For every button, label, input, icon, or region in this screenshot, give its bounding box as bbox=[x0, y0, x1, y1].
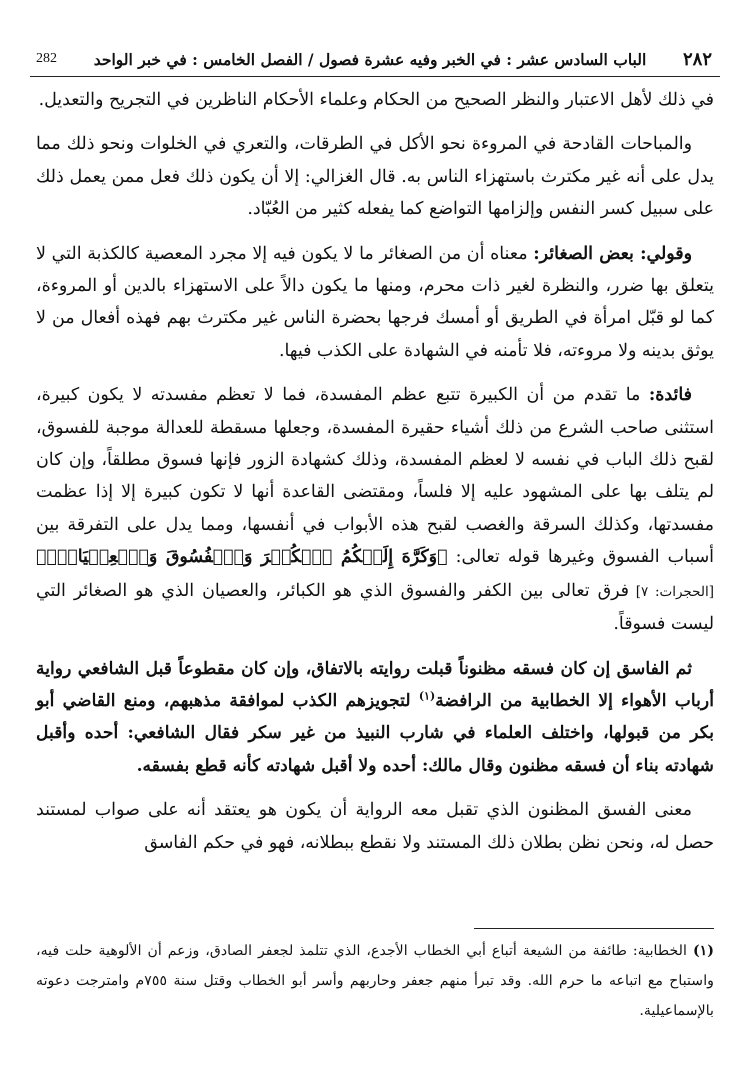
paragraph-3 bbox=[36, 238, 714, 368]
footnote-number: (١) bbox=[692, 943, 714, 959]
page-number-arabic: ٢٨٢ bbox=[682, 48, 712, 70]
paragraph-5-matn bbox=[36, 653, 714, 783]
quran-verse: ﴿وَكَرَّهَ إِلَيۡكُمُ ٱلۡكُفۡرَ وَٱلۡفُسُوقَ وَٱلۡعِصۡيَانَۚ﴾ bbox=[36, 547, 448, 568]
paragraph-lead: فائدة: bbox=[648, 385, 692, 406]
paragraph-text: فرق تعالى بين الكفر والفسوق الذي هو الكبائر، والعصيان الذي هو الصغائر التي ليست فسوقاً. bbox=[36, 580, 714, 635]
paragraph-text: والمباحات القادحة في المروءة نحو الأكل في الطرقات، والتعري في الخلوات ونحو ذلك مما يدل على أنه غير مكترث باستهزاء الناس به. قال الغزالي: إلا أن يكون ذلك فعل ممن يعمل ذلك على سبيل كسر النفس وإلزامها التواضع كما يفعله كثير من العُبّاد. bbox=[36, 134, 714, 220]
footnote-marker[interactable]: (١) bbox=[418, 689, 436, 703]
page-number-latin: 282 bbox=[36, 51, 57, 66]
footnote-divider bbox=[474, 928, 714, 929]
paragraph-4 bbox=[36, 379, 714, 640]
paragraph-text: لتجويزهم الكذب لموافقة مذهبهم، ومنع القاضي أبو بكر من قبولها، واختلف العلماء في شارب النبيذ من غير سكر فقال الشافعي: أحده وأقبل شهادته بناء أن فسقه مظنون وقال مالك: أحده ولا أقبل شهادته كأنه قطع بفسقه. bbox=[36, 690, 714, 776]
paragraph-6 bbox=[36, 794, 714, 859]
running-title: الباب السادس عشر : في الخبر وفيه عشرة فصول / الفصل الخامس : في خبر الواحد bbox=[93, 49, 647, 69]
paragraph-2 bbox=[36, 128, 714, 225]
paragraph-text: ثم الفاسق إن كان فسقه مظنوناً قبلت روايته بالاتفاق، وإن كان مقطوعاً قبل الشافعي رواية أرباب الأهواء إلا الخطابية من الرافضة bbox=[36, 658, 714, 711]
paragraph-lead: وقولي: بعض الصغائر: bbox=[533, 243, 692, 264]
footnote-text: الخطابية: طائفة من الشيعة أتباع أبي الخطاب الأجدع، الذي تتلمذ لجعفر الصادق، وزعم أن الألوهية حلت فيه، واستباح مع اتباعه ما حرم الله. وقد تبرأ منهم جعفر وحاربهم وأسر أبو الخطاب وقتل سنة ٧٥٥م وامترجت دعوته بالإسماعيلية. bbox=[36, 943, 714, 1019]
main-text bbox=[36, 84, 714, 871]
paragraph-text: في ذلك لأهل الاعتبار والنظر الصحيح من الحكام وعلماء الأحكام الناظرين في التجريح والتعديل. bbox=[38, 90, 714, 110]
paragraph-text: معنى الفسق المظنون الذي تقبل معه الرواية أن يكون هو يعتقد أنه على صواب لمستند حصل له، ونحن نظن بطلان ذلك المستند ولا نقطع ببطلانه، فهو في حكم الفاسق bbox=[36, 800, 714, 853]
footnotes bbox=[36, 936, 714, 1026]
page-header bbox=[30, 42, 720, 77]
paragraph-1 bbox=[36, 84, 714, 116]
verse-reference: [الحجرات: ٧] bbox=[628, 583, 714, 600]
paragraph-text: ما تقدم من أن الكبيرة تتبع عظم المفسدة، فما لا تعظم مفسدته لا يكون كبيرة، استثنى صاحب الشرع من ذلك أشياء حقيرة المفسدة، وجعلها مسقطة للعدالة موجبة للفسوق، لقبح ذلك الباب في نفسه لا لعظم المفسدة، وذلك كشهادة الزور فإنها فسوق مطلقاً، وإن كان لم يتلف بها على المشهود عليه إلا فلساً، ومقتضى القاعدة أنها لا تكون كبيرة إلا إذا عظمت مفسدتها، وكذلك السرقة والغصب لقبح هذه الأبواب في أنفسها، ومما يدل على التفرقة بين أسباب الفسوق وغيرها قوله تعالى: bbox=[36, 385, 714, 568]
footnote-1 bbox=[36, 936, 714, 1026]
paragraph-text: معناه أن من الصغائر ما لا يكون فيه إلا مجرد المعصية كالكذبة التي لا يتعلق بها ضرر، والنظرة لغير ذات محرم، ومنها ما يكون دالاً على الاستهزاء بالدين أو المروءة، كما لو قبّل امرأة في الطريق أو أمسك فرجها بحضرة الناس غير مكترث بهم فهذه أفعال من لا يوثق بدينه ولا مروءته، فلا تأمنه في الشهادة على الكذب فيها. bbox=[36, 243, 714, 361]
